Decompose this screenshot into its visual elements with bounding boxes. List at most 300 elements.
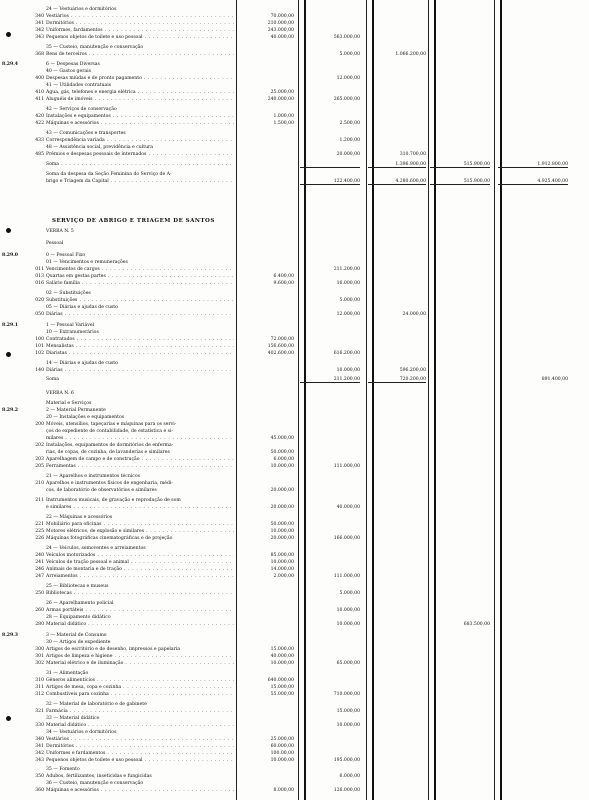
row-description: Instalações, equipamentos de dormitórios de enferma- [46,443,174,448]
row-description: Aluguéis de imóveis . . . [46,96,234,103]
row-amount: 4.280.600,00 [395,179,426,184]
row-description: 2 — Material Permanente [46,408,106,413]
table-row [0,290,589,297]
row-description: 33 — Material didático [46,716,100,721]
row-code: 013 [35,274,44,279]
row-description: Substituições . . . [46,297,234,304]
row-section: 8.29.4 [2,62,18,67]
row-description: Bens de terceiros . . . [46,51,234,58]
row-amount: 210.000,00 [267,21,294,26]
row-description: 32 — Material de laboratório e de gabinete [46,702,147,707]
table-row [0,743,589,750]
row-description: Pequenos objetos de toilete e uso pessoal . . . [46,757,234,764]
row-description: 02 — Substituições [46,291,91,296]
table-row [0,252,589,259]
row-description: Móveis, utensílios, tapeçarias e máquinas para os servi- [46,422,177,427]
table-row [0,6,589,13]
row-code: 247 [35,574,44,579]
section-title: SERVIÇO DE ABRIGO E TRIAGEM DE SANTOS [52,218,215,224]
table-row [0,552,589,559]
row-code: 341 [35,21,44,26]
row-code: 225 [35,529,44,534]
row-amount: 6.000,00 [339,774,360,779]
table-row [0,428,589,435]
row-amount: 4.925.400,00 [537,179,568,184]
table-row [0,736,589,743]
row-amount: 15.000,00 [270,647,294,652]
row-code: 420 [35,114,44,119]
row-description: Máquinas fotográficas cinematográficas e de projeção [46,536,173,541]
row-description: Veículos de tração pessoal e animal . . . [46,559,234,566]
row-amount: 515.900,00 [463,179,490,184]
table-row [0,151,589,158]
sum-rule [300,167,360,168]
row-amount: 5.000,00 [339,298,360,303]
table-row [0,304,589,311]
table-row [0,773,589,780]
table-row [0,639,589,646]
table-row [0,400,589,407]
row-description: Dormitórios . . . [46,20,234,27]
row-description: VERBA N. 5 [46,229,74,234]
row-amount: 515.900,00 [463,162,490,167]
row-description: Combustíveis para cozinha . . . [46,691,234,698]
row-amount: 10.000,00 [270,464,294,469]
row-code: 343 [35,758,44,763]
row-amount: 2.000,00 [273,574,294,579]
row-description: Material elétrico e de iluminação . . . [46,660,234,667]
row-code: 422 [35,121,44,126]
row-section: 8.29.0 [2,253,18,258]
row-description: Soma da despesa da Seção Feminina do Serviço de A- [46,172,172,177]
row-amount: 20.000,00 [270,488,294,493]
row-section: 8.29.3 [2,633,18,638]
row-amount: 25.000,00 [270,737,294,742]
table-row [0,545,589,552]
table-row [0,670,589,677]
margin-bullet [6,716,11,721]
row-amount: 8.000,00 [273,788,294,793]
row-amount: 240.000,00 [267,97,294,102]
row-description: 48 — Assistência social, previdência e cultura [46,145,153,150]
table-row [0,336,589,343]
row-description: 30 — Artigos de expediente [46,640,111,645]
table-row [0,144,589,151]
row-code: 250 [35,591,44,596]
sum-rule [368,382,426,383]
row-code: 211 [35,498,44,503]
row-description: 36 — Custeio, manutenção e conservação [46,781,144,786]
row-amount: 195.000,00 [333,758,360,763]
row-amount: 1.912.800,00 [537,162,568,167]
row-amount: 9.600,00 [273,281,294,286]
table-row [0,34,589,41]
table-row [0,414,589,421]
row-description: 10 — Extranumerários [46,330,99,335]
row-amount: 20.000,00 [270,536,294,541]
row-description: ços de expediente de contabilidade, de estatística e si- [46,429,174,434]
row-description: Animais de montaria e de tração . . . [46,566,234,573]
row-amount: 6.400,00 [273,274,294,279]
row-code: 300 [35,647,44,652]
row-amount: 15.000,00 [270,685,294,690]
row-code: 016 [35,281,44,286]
table-row [0,787,589,794]
table-row [0,473,589,480]
table-row [0,106,589,113]
row-code: 302 [35,661,44,666]
sum-rule [300,184,360,185]
table-row [0,566,589,573]
row-description: 42 — Serviços de conservação [46,107,117,112]
table-row [0,708,589,715]
row-code: 240 [35,553,44,558]
table-row [0,660,589,667]
row-amount: 50.000,00 [270,522,294,527]
row-code: 350 [35,774,44,779]
row-amount: 40.000,00 [270,654,294,659]
row-amount: 640.000,00 [267,678,294,683]
row-code: 221 [35,522,44,527]
table-row [0,137,589,144]
table-row [0,435,589,442]
row-code: 203 [35,457,44,462]
row-description: 05 — Diárias e ajudas de custo [46,305,118,310]
row-amount: 70.000,00 [270,14,294,19]
row-description: Gêneros alimentícios . . . [46,677,234,684]
row-code: 020 [35,298,44,303]
table-row [0,75,589,82]
row-description: Adubos, fertilizantes, inseticidas e fungicidas [46,774,152,779]
row-amount: 15.000,00 [336,709,360,714]
row-section: 8.29.1 [2,323,18,328]
row-code: 411 [35,97,44,102]
row-description: Máquinas e acessórios . . . [46,787,234,794]
row-amount: 10.000,00 [336,608,360,613]
table-row [0,240,589,247]
table-row [0,367,589,374]
row-amount: 85.000,00 [270,553,294,558]
table-row [0,632,589,639]
table-row [0,677,589,684]
row-description: 22 — Máquinas e acessórios [46,515,113,520]
row-code: 342 [35,751,44,756]
row-amount: 2.500,00 [339,121,360,126]
row-code: 301 [35,654,44,659]
row-description: Farmácia . . . [46,708,234,715]
row-code: 011 [35,267,44,272]
table-row [0,322,589,329]
table-row [0,590,589,597]
margin-bullet [6,228,11,233]
sum-rule [368,167,426,168]
row-description: Dormitórios . . . [46,743,234,750]
row-code: 200 [35,422,44,427]
row-code: 342 [35,28,44,33]
table-row [0,766,589,773]
row-amount: 10.000,00 [336,368,360,373]
row-amount: 720.200,00 [399,377,426,382]
row-amount: 10.000,00 [270,560,294,565]
row-description: VERBA N. 6 [46,391,74,396]
row-amount: 10.000,00 [336,622,360,627]
row-code: 210 [35,481,44,486]
row-description: 3 — Material de Consumo [46,633,107,638]
row-description: Instalações e equipamentos . . . [46,113,234,120]
table-row [0,130,589,137]
row-code: 340 [35,737,44,742]
table-row [0,463,589,470]
row-code: 433 [35,138,44,143]
row-amount: 5.000,00 [339,591,360,596]
table-row [0,171,589,178]
row-amount: 111.000,00 [333,574,360,579]
row-amount: 891.400,00 [541,377,568,382]
row-amount: 45.000,00 [270,436,294,441]
table-row [0,607,589,614]
sum-rule [430,167,490,168]
table-row [0,514,589,521]
row-amount: 156.600,00 [267,344,294,349]
table-row [0,722,589,729]
row-code: 400 [35,76,44,81]
row-description: 24 — Veículos, semoventes e arreiamentos [46,546,146,551]
row-amount: 1.500,00 [273,121,294,126]
table-row [0,684,589,691]
table-row [0,360,589,367]
row-description: 14 — Diárias e ajudas de custo [46,361,118,366]
row-description: Artigos de escritório e de desenho, impressos e papelaria [46,647,181,652]
row-amount: 55.000,00 [270,692,294,697]
table-row [0,449,589,456]
row-amount: 6.000,00 [273,457,294,462]
table-row [0,646,589,653]
table-row [0,343,589,350]
row-description: Despesas miúdas e de pronto pagamento . . . [46,75,234,82]
row-description: Armas portáteis . . . [46,607,234,614]
row-amount: 40.000,00 [336,505,360,510]
row-amount: 122.400,00 [333,179,360,184]
row-code: 312 [35,692,44,697]
row-amount: 616.200,00 [333,351,360,356]
row-code: 360 [35,788,44,793]
table-row [0,715,589,722]
row-description: 01 — Vencimentos e remunerações [46,260,128,265]
row-description: 43 — Comunicações e transportes [46,131,126,136]
table-row [0,27,589,34]
row-code: 311 [35,685,44,690]
row-description: e similares . . . [46,504,234,511]
table-row [0,82,589,89]
row-amount: 1.000,00 [273,114,294,119]
row-code: 321 [35,709,44,714]
table-row [0,273,589,280]
row-description: 28 — Equipamento didático [46,615,111,620]
row-description: 25 — Bibliotecas e museus [46,584,109,589]
table-row [0,297,589,304]
row-code: 280 [35,622,44,627]
row-code: 102 [35,351,44,356]
table-row [0,228,589,235]
row-code: 341 [35,744,44,749]
row-description: 0 — Pessoal Fixo [46,253,86,258]
table-row [0,621,589,628]
table-row [0,421,589,428]
row-description: Artigos de limpeza e higiene . . . [46,653,234,660]
row-description: cos, de laboratório de observatórios e similares [46,488,157,493]
row-amount: 40.000,00 [270,35,294,40]
row-amount: 310.700,00 [399,152,426,157]
row-code: 343 [35,35,44,40]
row-description: brigo e Triagem da Capital . . . [46,178,234,185]
row-amount: 402.600,00 [267,351,294,356]
row-amount: 710.000,00 [333,692,360,697]
row-description: Ferramentas . . . [46,463,234,470]
margin-bullet [6,32,11,37]
row-description: Soma . . . [46,161,234,168]
row-code: 050 [35,312,44,317]
row-amount: 243.000,00 [267,28,294,33]
table-row [0,350,589,357]
row-description: Vestiários . . . [46,736,234,743]
row-description: Uniformes, fardamentos . . . [46,27,234,34]
row-description: Quartas em gestas partes . . . [46,273,234,280]
table-row [0,757,589,764]
table-row [0,653,589,660]
table-row [0,407,589,414]
table-row [0,750,589,757]
table-row [0,691,589,698]
row-description: rias, de copas, de cozinha, de lavanderias e similares [46,450,170,455]
row-description: Bibliotecas . . . [46,590,234,597]
row-code: 241 [35,560,44,565]
row-amount: 12.000,00 [336,76,360,81]
table-row [0,504,589,511]
row-description: Vestiários . . . [46,13,234,20]
table-row [0,583,589,590]
table-row [0,329,589,336]
table-row [0,729,589,736]
margin-bullet [6,352,11,357]
row-description: Mobiliário para oficinas . . . [46,521,234,528]
table-row [0,535,589,542]
table-row [0,20,589,27]
row-code: 368 [35,52,44,57]
sum-rule [368,184,426,185]
row-description: Material didático . . . [46,621,234,628]
table-row [0,614,589,621]
row-code: 340 [35,14,44,19]
table-row [0,44,589,51]
row-amount: 596.200,00 [399,368,426,373]
sum-rule [430,184,490,185]
row-code: 246 [35,567,44,572]
row-description: Aparelhos e instrumentos físicos de engenharia, médi- [46,481,173,486]
row-description: 34 — Vestuários e dormitórios [46,730,117,735]
row-amount: 211.200,00 [333,377,360,382]
row-code: 202 [35,443,44,448]
row-amount: 683.500,00 [463,622,490,627]
row-description: 41 — Utilidades contratuais [46,83,112,88]
row-amount: 126.000,00 [333,788,360,793]
row-description: Mensalistas . . . [46,343,234,350]
row-description: Instrumentos musicais, de gravação e reprodução de som [46,498,181,503]
row-code: 485 [35,152,44,157]
table-row [0,113,589,120]
table-row [0,456,589,463]
sum-rule [498,167,568,168]
row-description: Salário família . . . [46,280,234,287]
table-row [0,266,589,273]
row-amount: 265.000,00 [333,97,360,102]
sum-rule [300,382,360,383]
row-amount: 25.000,00 [270,90,294,95]
row-description: Água, gás, telefones e energia elétrica . . . [46,89,234,96]
table-row [0,259,589,266]
row-description: Correspondência variada . . . [46,137,234,144]
row-amount: 166.000,00 [333,536,360,541]
row-code: 205 [35,464,44,469]
table-row [0,487,589,494]
row-description: Vencimentos de cargos . . . [46,266,234,273]
row-description: 35 — Custeio, manutenção e conservação [46,45,144,50]
row-amount: 50.000,00 [270,450,294,455]
table-row [0,120,589,127]
row-amount: 100.00,00 [270,751,294,756]
row-description: Pessoal [46,241,64,246]
row-amount: 20.000,00 [336,152,360,157]
table-row [0,600,589,607]
row-amount: 60.000,00 [270,744,294,749]
row-amount: 10.000,00 [270,661,294,666]
row-description: Motores elétricos, de explosão e similares . . . [46,528,234,535]
row-amount: 16.000,00 [336,281,360,286]
row-description: Prêmios e despesas pessoais de internados . . . [46,151,234,158]
row-description: 21 — Aparelhos e instrumentos técnicos [46,474,140,479]
table-row [0,280,589,287]
row-description: 40 — Gastos gerais [46,69,91,74]
row-description: 1 — Pessoal Variável [46,323,95,328]
row-amount: 10.000,00 [270,758,294,763]
row-amount: 1.396.900,00 [395,162,426,167]
row-description: 35 — Fomento [46,767,80,772]
table-row [0,442,589,449]
row-description: 6 — Despesas Diversas [46,62,100,67]
table-row [0,96,589,103]
table-row [0,89,589,96]
row-description: Diárias . . . [46,367,234,374]
row-description: Diaristas . . . [46,350,234,357]
table-row [0,13,589,20]
row-amount: 1.066.200,00 [395,52,426,57]
row-description: Uniformes e fardamentos . . . [46,750,234,757]
sum-rule [498,184,568,185]
row-description: 20 — Instalações e equipamentos [46,415,125,420]
row-amount: 24.000,00 [402,312,426,317]
row-description: Material e Serviços [46,401,92,406]
row-amount: 211.200,00 [333,267,360,272]
table-row [0,559,589,566]
table-row [0,480,589,487]
row-amount: 563.000,00 [333,35,360,40]
table-row [0,521,589,528]
row-code: 101 [35,344,44,349]
row-description: Diárias . . . [46,311,234,318]
row-description: Veículos motorizados . . . [46,552,234,559]
table-row [0,68,589,75]
row-code: 310 [35,678,44,683]
row-description: Aparelhagem de campo e de construção . . . [46,456,234,463]
